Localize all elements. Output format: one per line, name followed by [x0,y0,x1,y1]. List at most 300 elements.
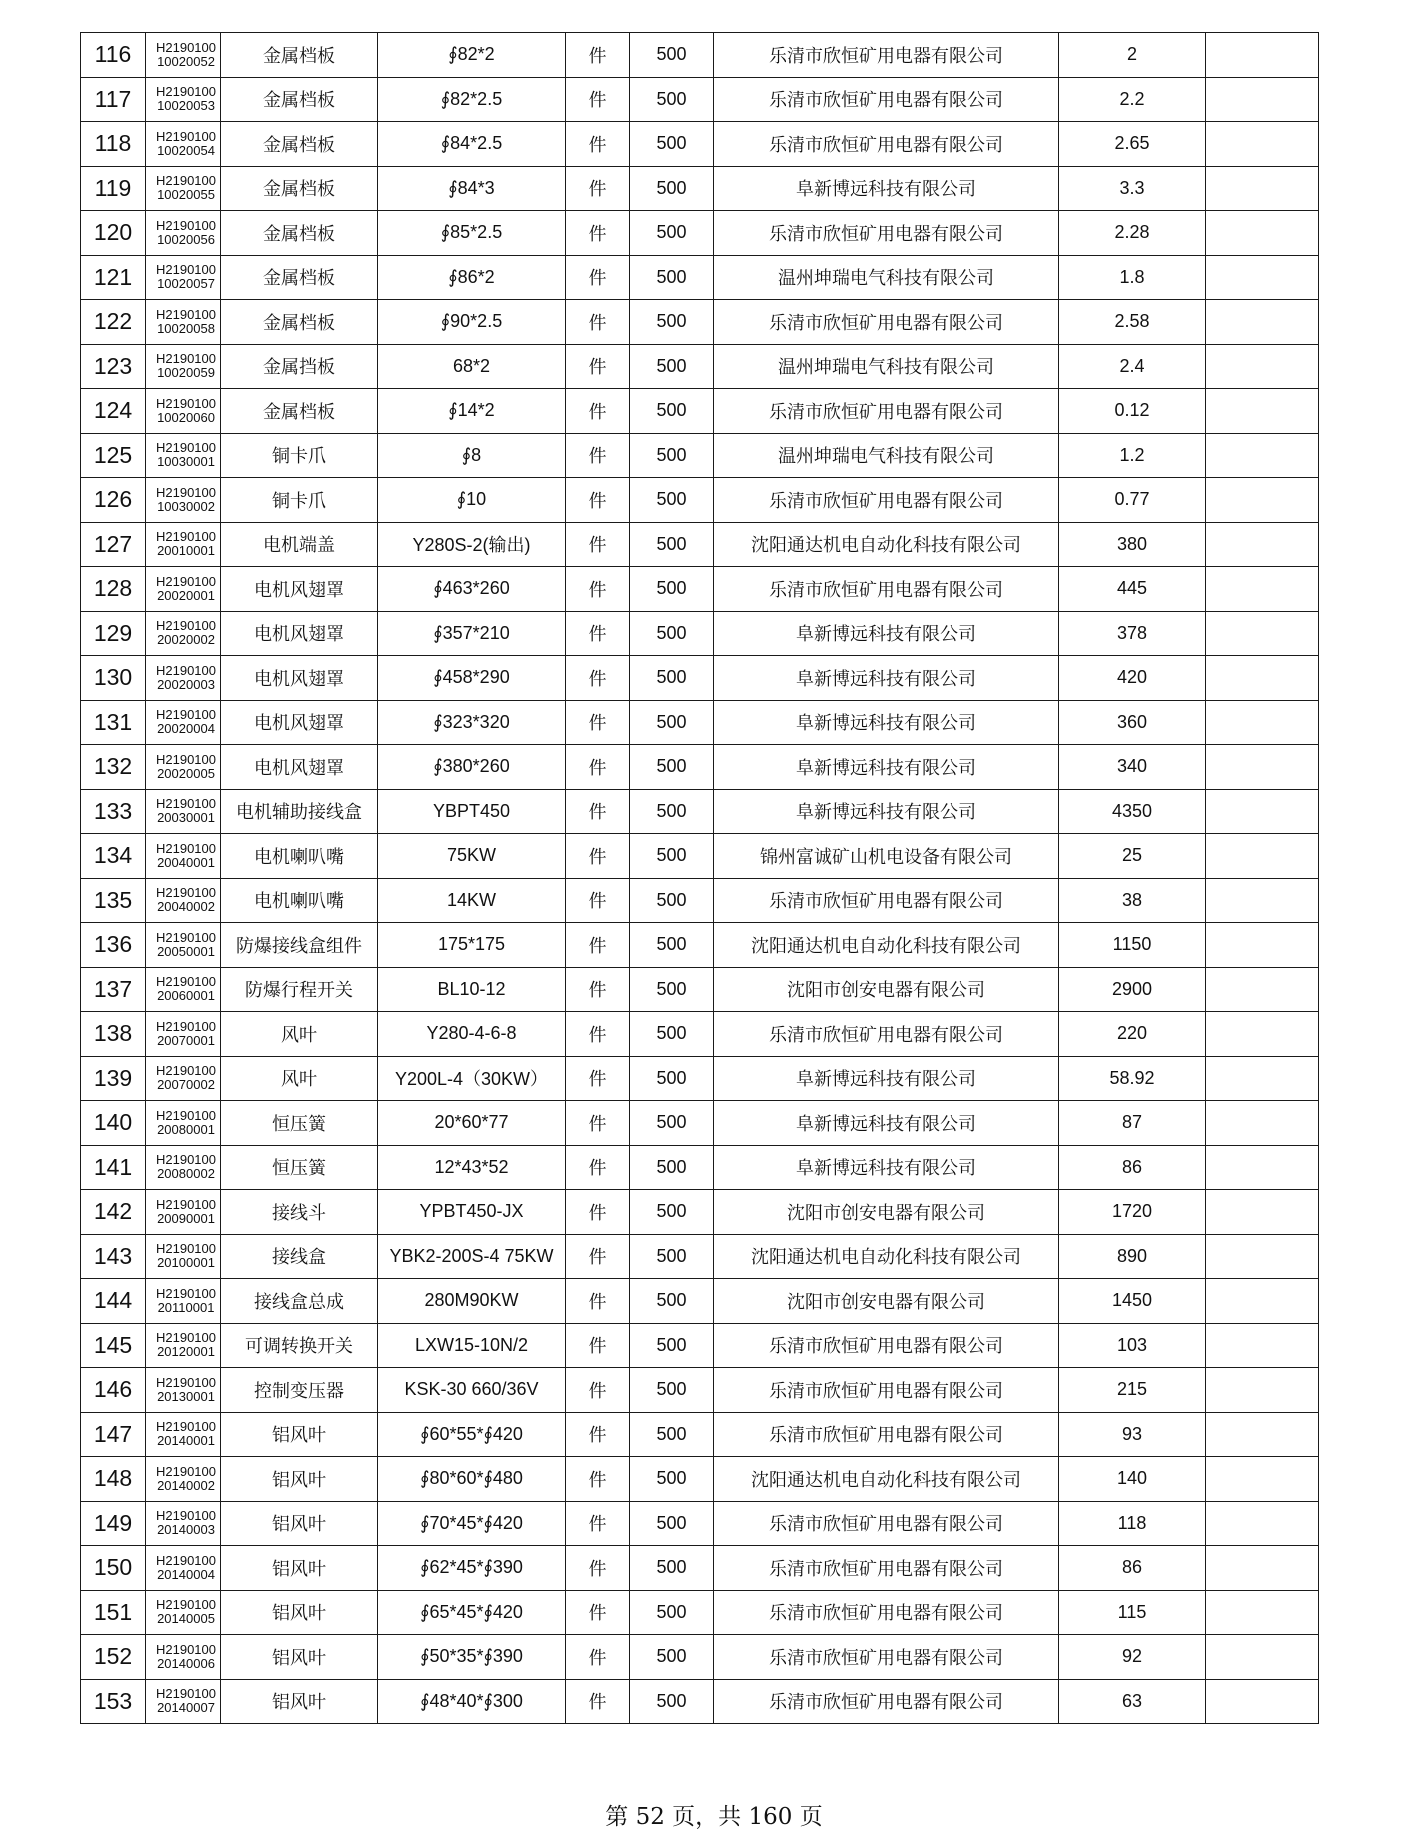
page-footer: 第 52 页，共 160 页 [605,1804,823,1830]
material-code-suffix: 20020004 [157,721,215,737]
material-name: 金属挡板 [221,344,378,389]
table-row [81,1635,1319,1680]
remarks [1206,166,1319,211]
material-code [146,834,221,879]
material-code [146,1279,221,1324]
quantity: 500 [630,433,714,478]
material-name: 金属档板 [221,77,378,122]
specification: Y200L-4（30KW） [378,1056,566,1101]
quantity: 500 [630,1412,714,1457]
supplier-name: 乐清市欣恒矿用电器有限公司 [714,211,1059,256]
quantity: 500 [630,344,714,389]
specification: Y280-4-6-8 [378,1012,566,1057]
supplier-name: 锦州富诚矿山机电设备有限公司 [714,834,1059,879]
unit: 件 [566,745,630,790]
specification: ∮82*2 [378,33,566,78]
material-code-prefix: H2190100 [156,885,216,901]
supplier-name: 阜新博远科技有限公司 [714,656,1059,701]
row-number: 116 [81,33,146,78]
material-code-prefix: H2190100 [156,39,216,55]
unit-price: 2.58 [1059,300,1206,345]
material-code-prefix: H2190100 [156,1552,216,1568]
table-row [81,478,1319,523]
material-name: 控制变压器 [221,1368,378,1413]
material-name: 防爆行程开关 [221,967,378,1012]
material-code-suffix: 10020055 [157,187,215,203]
specification: ∮8 [378,433,566,478]
material-name: 接线盒总成 [221,1279,378,1324]
remarks [1206,33,1319,78]
material-code-suffix: 10020060 [157,409,215,425]
unit-price: 1150 [1059,923,1206,968]
quantity: 500 [630,1101,714,1146]
unit-price: 63 [1059,1679,1206,1724]
quantity: 500 [630,656,714,701]
material-code-prefix: H2190100 [156,929,216,945]
table-row [81,1323,1319,1368]
unit-price: 25 [1059,834,1206,879]
row-number: 128 [81,567,146,612]
material-name: 电机风翅罩 [221,611,378,656]
material-code-prefix: H2190100 [156,1107,216,1123]
unit: 件 [566,1501,630,1546]
material-code [146,255,221,300]
remarks [1206,522,1319,567]
unit: 件 [566,166,630,211]
specification: 175*175 [378,923,566,968]
unit-price: 118 [1059,1501,1206,1546]
table-row [81,745,1319,790]
unit-price: 86 [1059,1546,1206,1591]
material-code-suffix: 10020052 [157,53,215,69]
remarks [1206,300,1319,345]
unit-price: 115 [1059,1590,1206,1635]
table-row [81,344,1319,389]
supplier-name: 阜新博远科技有限公司 [714,1056,1059,1101]
unit-price: 378 [1059,611,1206,656]
material-code-prefix: H2190100 [156,128,216,144]
material-code [146,1323,221,1368]
row-number: 124 [81,389,146,434]
material-code [146,77,221,122]
material-code-suffix: 20140007 [157,1700,215,1716]
material-code-suffix: 10020053 [157,98,215,114]
table-body [81,33,1319,1724]
specification: ∮82*2.5 [378,77,566,122]
material-code-prefix: H2190100 [156,1241,216,1257]
specification: ∮70*45*∮420 [378,1501,566,1546]
specification: YBK2-200S-4 75KW [378,1234,566,1279]
unit: 件 [566,211,630,256]
remarks [1206,1323,1319,1368]
specification: 20*60*77 [378,1101,566,1146]
material-code [146,166,221,211]
material-name: 铝风叶 [221,1501,378,1546]
material-name: 铜卡爪 [221,433,378,478]
material-code-suffix: 20050001 [157,943,215,959]
material-code-suffix: 20110001 [157,1299,215,1315]
material-code-prefix: H2190100 [156,1018,216,1034]
remarks [1206,122,1319,167]
unit: 件 [566,122,630,167]
table-row [81,389,1319,434]
table-row [81,1590,1319,1635]
material-code-prefix: H2190100 [156,351,216,367]
material-code-prefix: H2190100 [156,1152,216,1168]
row-number: 144 [81,1279,146,1324]
remarks [1206,1501,1319,1546]
material-name: 金属档板 [221,33,378,78]
unit: 件 [566,567,630,612]
supplier-name: 乐清市欣恒矿用电器有限公司 [714,1546,1059,1591]
material-code-prefix: H2190100 [156,1686,216,1702]
supplier-name: 温州坤瑞电气科技有限公司 [714,255,1059,300]
quantity: 500 [630,389,714,434]
remarks [1206,1056,1319,1101]
material-name: 铝风叶 [221,1546,378,1591]
unit-price: 92 [1059,1635,1206,1680]
unit-price: 2 [1059,33,1206,78]
material-code [146,1635,221,1680]
table-row [81,300,1319,345]
unit-price: 2.4 [1059,344,1206,389]
remarks [1206,1012,1319,1057]
material-code-suffix: 20090001 [157,1210,215,1226]
unit-price: 58.92 [1059,1056,1206,1101]
unit: 件 [566,1012,630,1057]
material-code-prefix: H2190100 [156,1374,216,1390]
remarks [1206,567,1319,612]
supplier-name: 阜新博远科技有限公司 [714,789,1059,834]
material-code-prefix: H2190100 [156,662,216,678]
remarks [1206,1101,1319,1146]
unit-price: 1720 [1059,1190,1206,1235]
material-name: 铝风叶 [221,1679,378,1724]
material-code-prefix: H2190100 [156,1330,216,1346]
table-row [81,1546,1319,1591]
unit-price: 140 [1059,1457,1206,1502]
table-row [81,1412,1319,1457]
row-number: 150 [81,1546,146,1591]
unit-price: 87 [1059,1101,1206,1146]
remarks [1206,1279,1319,1324]
material-code-suffix: 10020057 [157,276,215,292]
material-name: 电机喇叭嘴 [221,834,378,879]
remarks [1206,1412,1319,1457]
unit: 件 [566,878,630,923]
supplier-name: 温州坤瑞电气科技有限公司 [714,433,1059,478]
unit: 件 [566,1234,630,1279]
material-code [146,1056,221,1101]
row-number: 118 [81,122,146,167]
table-row [81,1012,1319,1057]
unit: 件 [566,1590,630,1635]
table-row [81,1101,1319,1146]
material-code [146,1368,221,1413]
table-row [81,1234,1319,1279]
quantity: 500 [630,789,714,834]
table-row [81,166,1319,211]
specification: Y280S-2(输出) [378,522,566,567]
table-row [81,1190,1319,1235]
quantity: 500 [630,522,714,567]
material-name: 铝风叶 [221,1412,378,1457]
material-code-suffix: 20140004 [157,1566,215,1582]
material-code-prefix: H2190100 [156,484,216,500]
specification: ∮60*55*∮420 [378,1412,566,1457]
specification: 280M90KW [378,1279,566,1324]
unit-price: 0.12 [1059,389,1206,434]
material-code [146,1101,221,1146]
quantity: 500 [630,255,714,300]
material-code-suffix: 20020005 [157,765,215,781]
material-code-suffix: 20140002 [157,1477,215,1493]
supplier-name: 乐清市欣恒矿用电器有限公司 [714,1012,1059,1057]
material-code-prefix: H2190100 [156,796,216,812]
material-code [146,1145,221,1190]
unit-price: 220 [1059,1012,1206,1057]
row-number: 138 [81,1012,146,1057]
material-code-prefix: H2190100 [156,84,216,100]
remarks [1206,1145,1319,1190]
material-code [146,611,221,656]
material-code-suffix: 20100001 [157,1255,215,1271]
material-code-suffix: 10030002 [157,498,215,514]
quantity: 500 [630,1234,714,1279]
row-number: 143 [81,1234,146,1279]
supplier-name: 乐清市欣恒矿用电器有限公司 [714,1635,1059,1680]
quantity: 500 [630,1323,714,1368]
material-code [146,1546,221,1591]
specification: YBPT450 [378,789,566,834]
unit: 件 [566,1635,630,1680]
material-name: 电机风翅罩 [221,656,378,701]
material-code [146,1679,221,1724]
material-code [146,122,221,167]
quantity: 500 [630,77,714,122]
material-code-prefix: H2190100 [156,618,216,634]
unit: 件 [566,1679,630,1724]
table-row [81,1501,1319,1546]
unit: 件 [566,255,630,300]
specification: ∮380*260 [378,745,566,790]
unit: 件 [566,433,630,478]
row-number: 139 [81,1056,146,1101]
material-code-suffix: 20130001 [157,1388,215,1404]
supplier-name: 阜新博远科技有限公司 [714,1145,1059,1190]
row-number: 135 [81,878,146,923]
material-code-prefix: H2190100 [156,1063,216,1079]
row-number: 132 [81,745,146,790]
material-code [146,33,221,78]
quantity: 500 [630,1501,714,1546]
remarks [1206,700,1319,745]
material-code-prefix: H2190100 [156,217,216,233]
material-code-prefix: H2190100 [156,1196,216,1212]
material-code-suffix: 10030001 [157,454,215,470]
remarks [1206,1457,1319,1502]
quantity: 500 [630,567,714,612]
remarks [1206,745,1319,790]
material-code-suffix: 20020001 [157,587,215,603]
unit-price: 420 [1059,656,1206,701]
remarks [1206,433,1319,478]
remarks [1206,211,1319,256]
material-name: 金属档板 [221,255,378,300]
material-code-prefix: H2190100 [156,1463,216,1479]
table-row [81,77,1319,122]
row-number: 153 [81,1679,146,1724]
unit-price: 2.2 [1059,77,1206,122]
table-row [81,1368,1319,1413]
specification: BL10-12 [378,967,566,1012]
unit: 件 [566,923,630,968]
material-code-suffix: 10020059 [157,365,215,381]
supplier-name: 乐清市欣恒矿用电器有限公司 [714,1501,1059,1546]
table-row [81,878,1319,923]
table-row [81,122,1319,167]
unit: 件 [566,1101,630,1146]
specification: 14KW [378,878,566,923]
supplier-name: 乐清市欣恒矿用电器有限公司 [714,300,1059,345]
remarks [1206,611,1319,656]
remarks [1206,1590,1319,1635]
specification: ∮85*2.5 [378,211,566,256]
row-number: 145 [81,1323,146,1368]
quantity: 500 [630,1056,714,1101]
material-code [146,700,221,745]
unit-price: 360 [1059,700,1206,745]
remarks [1206,656,1319,701]
quantity: 500 [630,700,714,745]
material-name: 恒压簧 [221,1101,378,1146]
quantity: 500 [630,834,714,879]
quantity: 500 [630,1635,714,1680]
material-code-prefix: H2190100 [156,1285,216,1301]
unit-price: 890 [1059,1234,1206,1279]
specification: ∮458*290 [378,656,566,701]
material-code-suffix: 20060001 [157,988,215,1004]
quantity: 500 [630,1368,714,1413]
material-code-prefix: H2190100 [156,262,216,278]
material-name: 风叶 [221,1012,378,1057]
specification: ∮50*35*∮390 [378,1635,566,1680]
material-code-suffix: 20140001 [157,1433,215,1449]
supplier-name: 乐清市欣恒矿用电器有限公司 [714,1679,1059,1724]
material-code [146,300,221,345]
unit: 件 [566,1457,630,1502]
remarks [1206,344,1319,389]
material-name: 电机风翅罩 [221,700,378,745]
supplier-name: 乐清市欣恒矿用电器有限公司 [714,389,1059,434]
supplier-name: 乐清市欣恒矿用电器有限公司 [714,878,1059,923]
material-name: 可调转换开关 [221,1323,378,1368]
table-row [81,1056,1319,1101]
unit-price: 103 [1059,1323,1206,1368]
material-code-suffix: 20120001 [157,1344,215,1360]
row-number: 146 [81,1368,146,1413]
specification: ∮80*60*∮480 [378,1457,566,1502]
material-code-prefix: H2190100 [156,840,216,856]
material-code-prefix: H2190100 [156,1641,216,1657]
quantity: 500 [630,166,714,211]
specification: ∮84*3 [378,166,566,211]
table-row [81,33,1319,78]
quantity: 500 [630,1145,714,1190]
supplier-name: 沈阳通达机电自动化科技有限公司 [714,522,1059,567]
specification: ∮65*45*∮420 [378,1590,566,1635]
row-number: 133 [81,789,146,834]
material-code-suffix: 20030001 [157,810,215,826]
row-number: 151 [81,1590,146,1635]
table-row [81,433,1319,478]
material-code [146,344,221,389]
material-name: 铝风叶 [221,1635,378,1680]
material-name: 电机风翅罩 [221,745,378,790]
unit: 件 [566,300,630,345]
material-code [146,1234,221,1279]
supplier-name: 阜新博远科技有限公司 [714,611,1059,656]
material-name: 电机端盖 [221,522,378,567]
supplier-name: 沈阳市创安电器有限公司 [714,1279,1059,1324]
material-code-suffix: 20020003 [157,676,215,692]
row-number: 149 [81,1501,146,1546]
specification: YPBT450-JX [378,1190,566,1235]
specification: 75KW [378,834,566,879]
unit-price: 340 [1059,745,1206,790]
unit-price: 1.8 [1059,255,1206,300]
quantity: 500 [630,1546,714,1591]
unit-price: 0.77 [1059,478,1206,523]
material-code [146,1012,221,1057]
supplier-name: 乐清市欣恒矿用电器有限公司 [714,77,1059,122]
remarks [1206,255,1319,300]
unit-price: 86 [1059,1145,1206,1190]
supplier-name: 乐清市欣恒矿用电器有限公司 [714,1323,1059,1368]
material-code [146,1190,221,1235]
row-number: 122 [81,300,146,345]
unit-price: 2.65 [1059,122,1206,167]
unit-price: 1450 [1059,1279,1206,1324]
material-code [146,1501,221,1546]
row-number: 127 [81,522,146,567]
unit: 件 [566,1368,630,1413]
table-row [81,1457,1319,1502]
remarks [1206,878,1319,923]
specification: ∮86*2 [378,255,566,300]
material-code [146,567,221,612]
material-name: 铝风叶 [221,1590,378,1635]
unit: 件 [566,789,630,834]
row-number: 152 [81,1635,146,1680]
row-number: 136 [81,923,146,968]
row-number: 140 [81,1101,146,1146]
table-row [81,1679,1319,1724]
unit: 件 [566,33,630,78]
material-code [146,967,221,1012]
unit-price: 380 [1059,522,1206,567]
unit: 件 [566,967,630,1012]
material-code [146,656,221,701]
supplier-name: 乐清市欣恒矿用电器有限公司 [714,567,1059,612]
table-row [81,1279,1319,1324]
material-code-suffix: 20070002 [157,1077,215,1093]
row-number: 125 [81,433,146,478]
specification: ∮90*2.5 [378,300,566,345]
material-code-prefix: H2190100 [156,1597,216,1613]
unit: 件 [566,1056,630,1101]
table-row [81,1145,1319,1190]
